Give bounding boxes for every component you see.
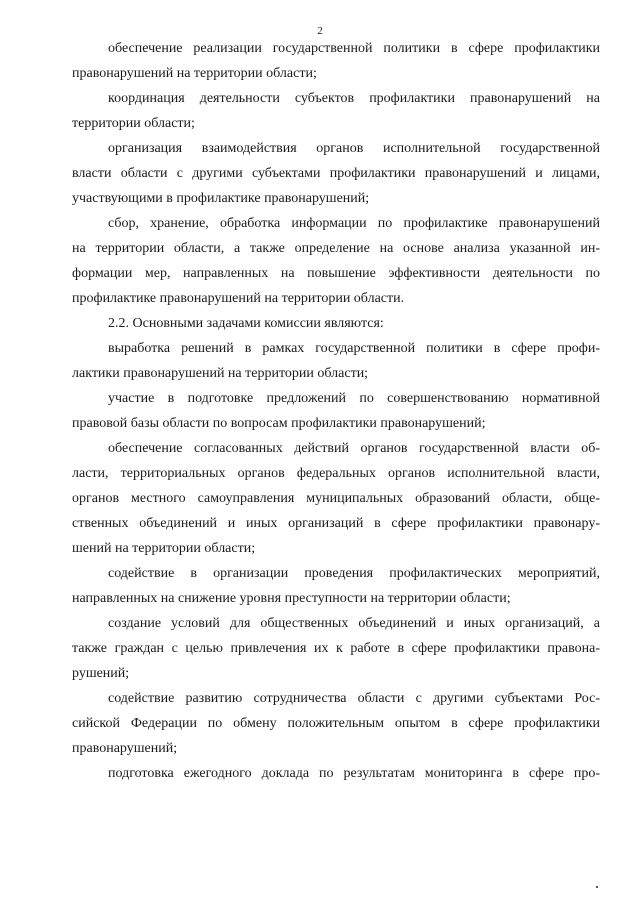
paragraph — [72, 86, 600, 136]
paragraph — [72, 36, 600, 86]
text-line: участвующими в профилактике правонарушений; — [72, 191, 370, 206]
text-line: обеспечение реализации государственной политики в сфере профилактики — [108, 41, 600, 56]
page-number: 2 — [317, 25, 323, 37]
text-line: органов местного самоуправления муниципальных образований области, обще- — [72, 491, 600, 506]
paragraph — [72, 611, 600, 686]
paragraph — [72, 761, 600, 786]
text-line: направленных на снижение уровня преступности на территории области; — [72, 591, 511, 606]
text-line: обеспечение согласованных действий органов государственной власти об- — [108, 441, 600, 456]
text-line: ласти, территориальных органов федеральных органов исполнительной власти, — [72, 466, 600, 481]
text-line: содействие в организации проведения профилактических мероприятий, — [108, 566, 600, 581]
text-line: организация взаимодействия органов исполнительной государственной — [108, 141, 600, 156]
text-line: создание условий для общественных объединений и иных организаций, а — [108, 616, 600, 631]
text-line: правонарушений на территории области; — [72, 66, 317, 81]
body-text — [72, 36, 600, 786]
paragraph — [72, 211, 600, 311]
text-line: профилактике правонарушений на территории области. — [72, 291, 405, 306]
text-line: подготовка ежегодного доклада по результатам мониторинга в сфере про- — [108, 766, 600, 781]
paragraph — [72, 311, 600, 336]
text-line: выработка решений в рамках государственной политики в сфере профи- — [108, 341, 600, 356]
paragraph — [72, 686, 600, 761]
text-line: также граждан с целью привлечения их к работе в сфере профилактики правона- — [72, 641, 600, 656]
paragraph — [72, 136, 600, 211]
text-line: содействие развитию сотрудничества области с другими субъектами Рос- — [108, 691, 600, 706]
paragraph — [72, 436, 600, 561]
text-line: власти области с другими субъектами профилактики правонарушений и лицами, — [72, 166, 600, 181]
text-line: сбор, хранение, обработка информации по профилактике правонарушений — [108, 216, 600, 231]
text-line: на территории области, а также определение на основе анализа указанной ин- — [72, 241, 600, 256]
text-line: координация деятельности субъектов профилактики правонарушений на — [108, 91, 600, 106]
scan-speck — [596, 886, 598, 888]
text-line: участие в подготовке предложений по совершенствованию нормативной — [108, 391, 600, 406]
paragraph — [72, 386, 600, 436]
text-line: территории области; — [72, 116, 195, 131]
text-line: формации мер, направленных на повышение эффективности деятельности по — [72, 266, 600, 281]
text-line: 2.2. Основными задачами комиссии являются: — [108, 316, 384, 331]
paragraph — [72, 336, 600, 386]
text-line: правонарушений; — [72, 741, 178, 756]
text-line: сийской Федерации по обмену положительным опытом в сфере профилактики — [72, 716, 600, 731]
text-line: лактики правонарушений на территории области; — [72, 366, 369, 381]
text-line: ственных объединений и иных организаций в сфере профилактики правонару- — [72, 516, 600, 531]
text-line: шений на территории области; — [72, 541, 256, 556]
paragraph — [72, 561, 600, 611]
text-line: правовой базы области по вопросам профилактики правонарушений; — [72, 416, 486, 431]
text-line: рушений; — [72, 666, 130, 681]
